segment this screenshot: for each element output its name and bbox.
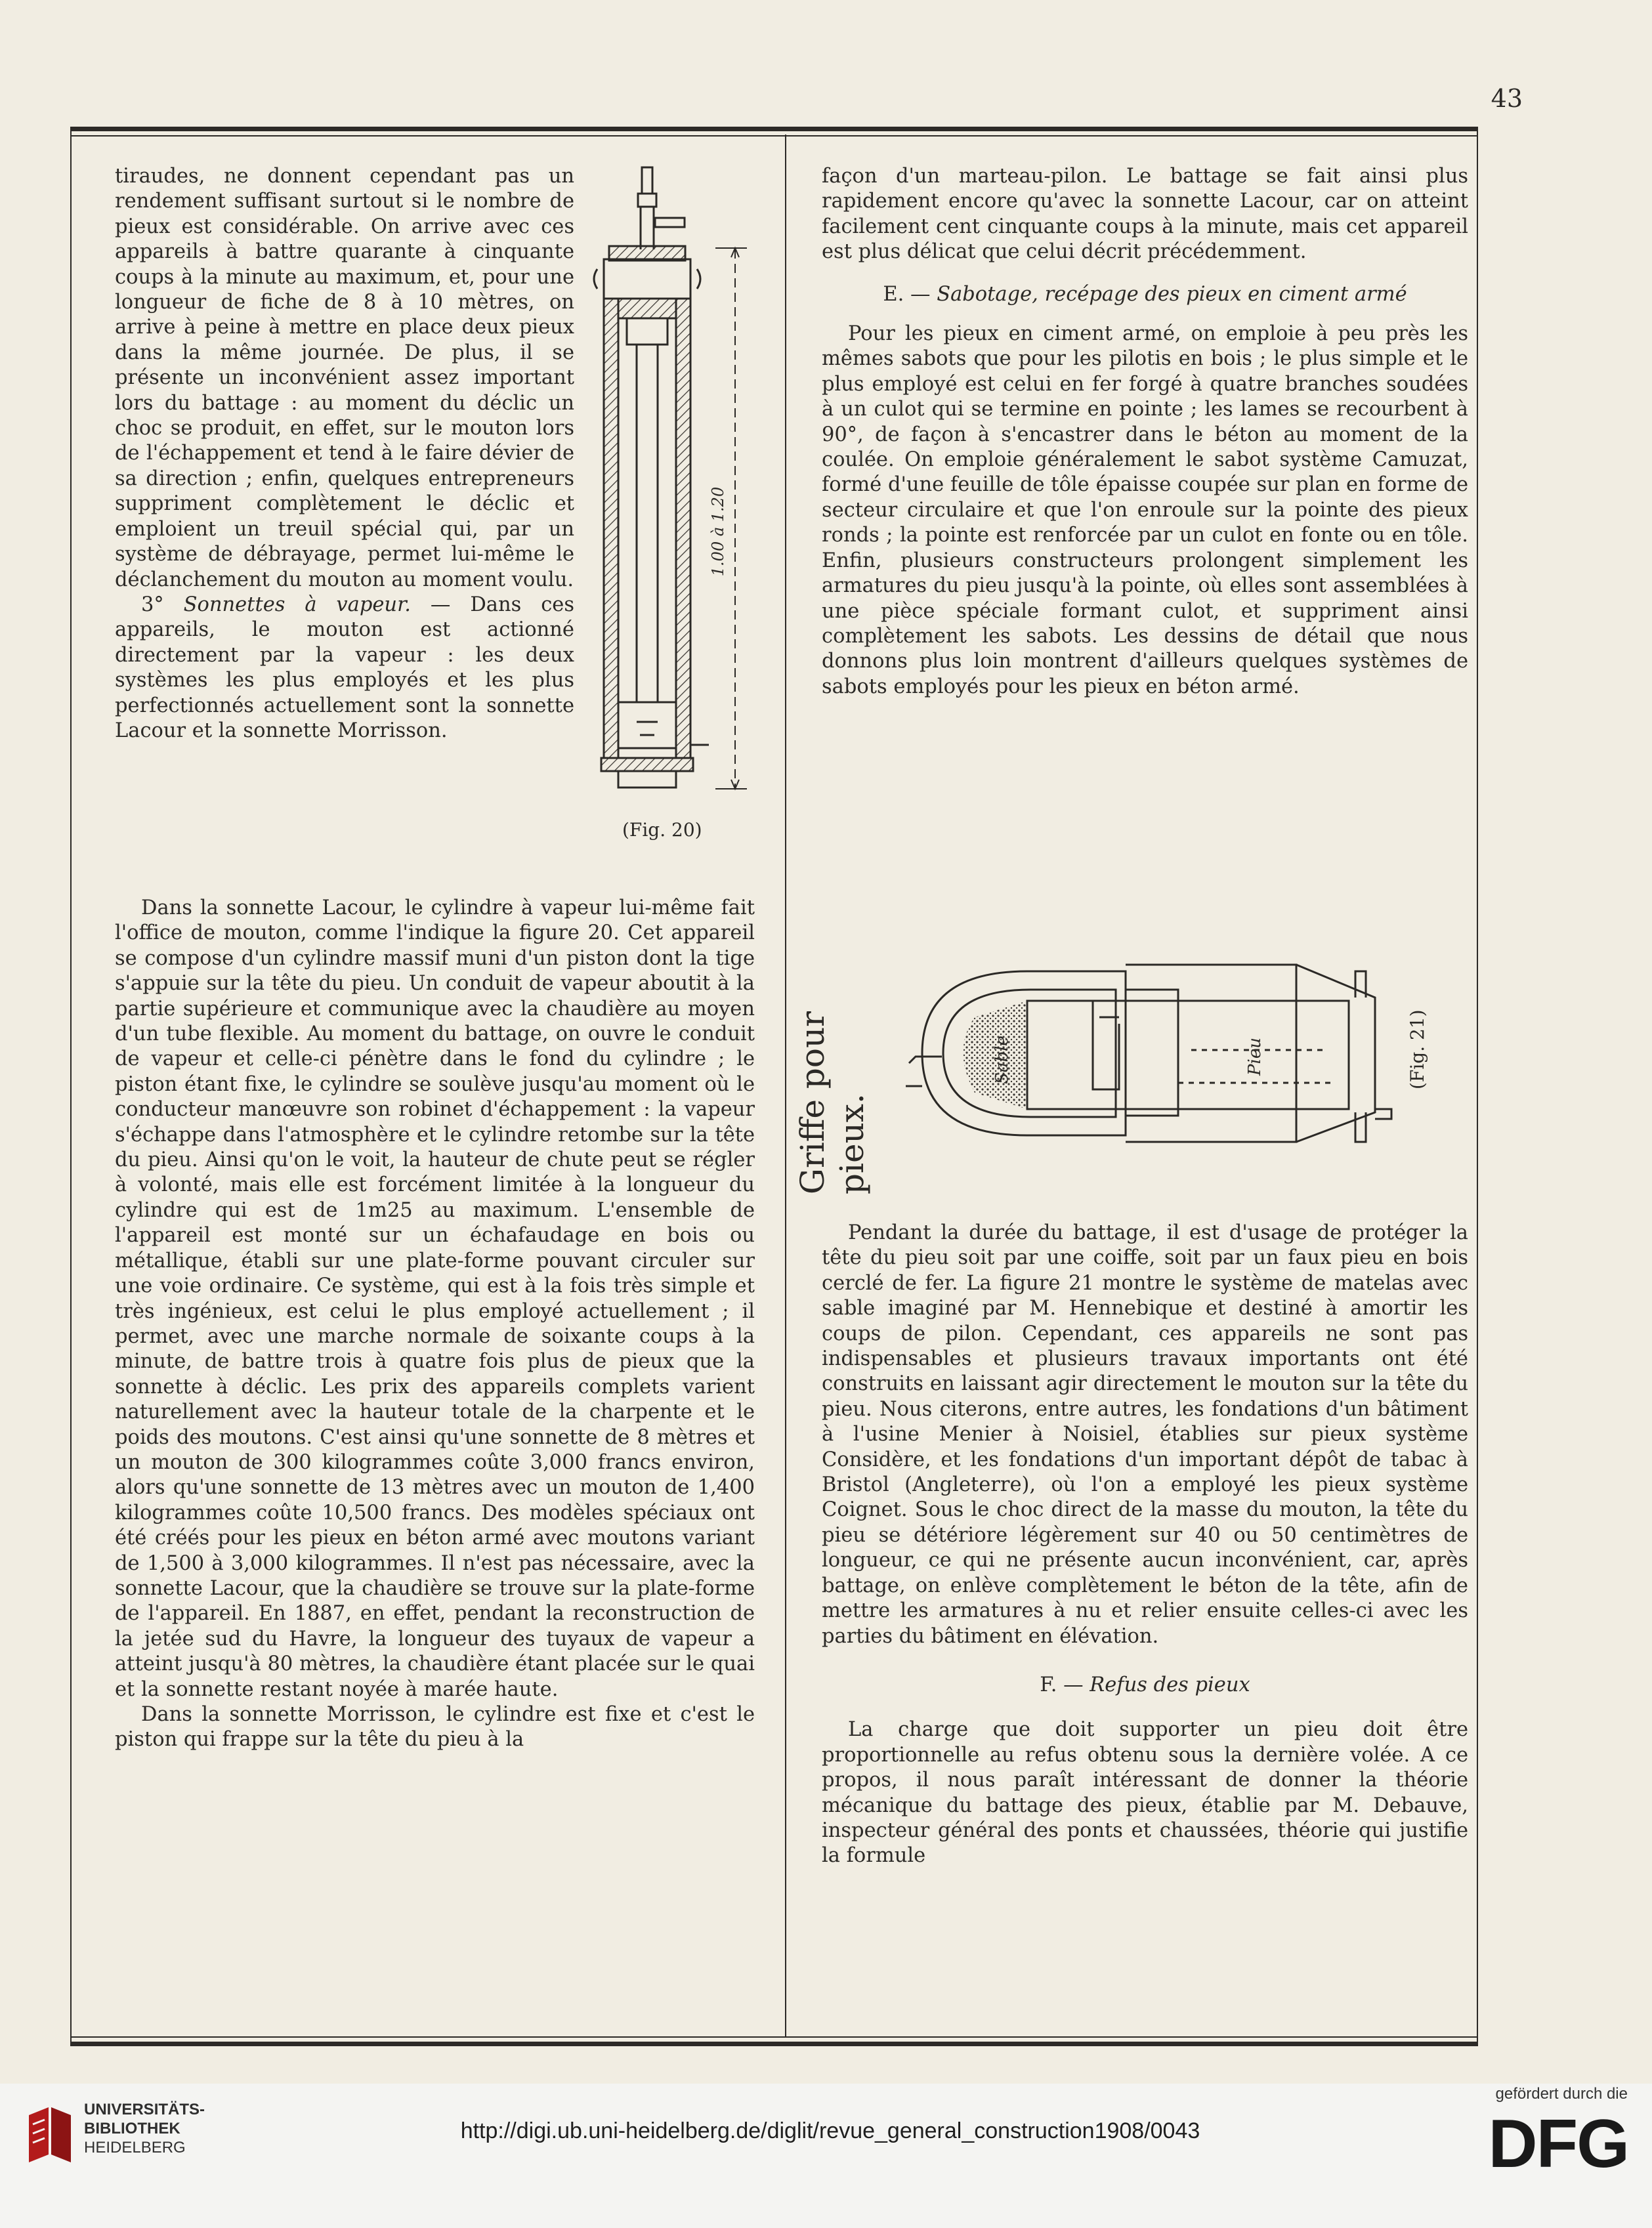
paragraph-text: — Dans ces appareils, le mouton est actionné directement par la vapeur : les deux systèmes les plus employés et les plus perfectionnés actuellement sont la sonnette Lacour et la sonnette Morrisson. <box>115 593 574 742</box>
paragraph-sonnette-morrisson: Dans la sonnette Morrisson, le cylindre est fixe et c'est le piston qui frappe sur la tête du pieu à la <box>115 1703 755 1752</box>
dfg-logo-icon <box>1461 2103 1632 2175</box>
university-library-logo-icon <box>22 2102 77 2164</box>
heading-section-e-letter: E. — <box>883 282 937 306</box>
library-line-1: UNIVERSITÄTS- <box>84 2101 205 2118</box>
figure-21-title: Griffe pour pieux. <box>794 1011 871 1194</box>
left-column-bottom <box>115 896 755 1753</box>
paragraph-sabots: Pour les pieux en ciment armé, on emploie à peu près les mêmes sabots que pour les pilotis en bois ; le plus simple et le plus employé est celui en fer forgé à quatre branches soudées à un culot qui se termine en pointe ; les lames se recourbent à 90°, de façon à s'encastrer dans le béton au moment de la coulée. On emploie généralement le sabot système Camuzat, formé d'une feuille de tôle épaisse coupée sur plan en forme de secteur circulaire et que l'on enroule sur la pointe des pieux ronds ; la pointe est renforcée par un culot en fonte ou en tôle. Enfin, plusieurs constructeurs prolongent simplement les armatures du pieu jusqu'à la pointe, où elles sont assemblées à une pièce spéciale formant culot, et suppriment ainsi complètement les sabots. Les dessins de détail que nous donnons plus loin montrent d'ailleurs quelques systèmes de sabots employés pour les pieux en béton armé. <box>822 322 1468 698</box>
heading-section-f-letter: F. — <box>1040 1673 1090 1696</box>
left-column-top <box>115 164 574 744</box>
paragraph-protection-tete: Pendant la durée du battage, il est d'usage de protéger la tête du pieu soit par une coiffe, soit par un faux pieu en bois cerclé de fer. La figure 21 montre le système de matelas avec sable imaginé par M. Hennebique et destiné à amortir les coups de pilon. Cependant, ces appareils ne sont pas indispensables et plusieurs travaux importants ont été construits en laissant agir directement le mouton sur la tête du pieu. Nous citerons, entre autres, les fondations d'un bâtiment à l'usine Menier à Noisiel, établies sur pieux système Considère, et les fondations d'un important dépôt de tabac à Bristol (Angleterre), où l'on a employé les pieux système Coignet. Sous le choc direct de la masse du mouton, la tête du pieu se détériore légèrement sur 40 ou 50 centimètres de longueur, ce qui ne présente aucun inconvénient, car, après battage, on enlève complètement le béton de la tête, afin de mettre les armatures à nu et relier ensuite celles-ci avec les parties du bâtiment en élévation. <box>822 1221 1468 1648</box>
numbering: 3° <box>141 593 184 616</box>
footer-bar <box>0 2084 1652 2228</box>
library-line-3: HEIDELBERG <box>84 2139 186 2156</box>
paragraph-sonnette-lacour: Dans la sonnette Lacour, le cylindre à vapeur lui-même fait l'office de mouton, comme l'indique la figure 20. Cet appareil se compose d'un cylindre massif muni d'un piston dont la tige s'appuie sur la tête du pieu. Un conduit de vapeur aboutit à la partie supérieure et communique avec la chaudière au moyen d'un tube flexible. Au moment du battage, on ouvre le conduit de vapeur et celle-ci pénètre dans le fond du cylindre ; le piston étant fixe, le cylindre se soulève jusqu'au moment où le conducteur manœuvre son robinet d'échappement : la vapeur s'échappe dans l'atmosphère et le cylindre retombe sur la tête du pieu. Ainsi qu'on le voit, la hauteur de chute peut se régler à volonté, mais elle est forcément limitée à la longueur du cylindre qui est de 1m25 au maximum. L'ensemble de l'appareil est monté sur un échafaudage en bois ou métallique, établi sur une plate-forme pouvant circuler sur une voie ordinaire. Ce système, qui est à la fois très simple et très ingénieux, est celui le plus employé actuellement ; il permet, avec une marche normale de soixante coups à la minute, de battre trois à quatre fois plus de pieux que la sonnette à déclic. Les prix des appareils complets varient naturellement avec la hauteur totale de la charpente et le poids des moutons. C'est ainsi qu'une sonnette de 8 mètres et un mouton de 300 kilogrammes coûte 3,000 francs environ, alors qu'une sonnette de 13 mètres avec un mouton de 1,400 kilogrammes coûte 10,500 francs. Des modèles spéciaux ont été créés pour les pieux en béton armé avec moutons variant de 1,500 à 3,000 kilogrammes. Il n'est pas nécessaire, avec la sonnette Lacour, que la chaudière se trouve sur la plate-forme de l'appareil. En 1887, en effet, pendant la reconstruction de la jetée sud du Havre, la longueur des tuyaux de vapeur a atteint jusqu'à 80 mètres, la chaudière étant placée sur le quai et la sonnette restant noyée à marée haute. <box>115 896 755 1701</box>
figure-20-caption: (Fig. 20) <box>622 819 702 841</box>
document-url-link[interactable]: http://digi.ub.uni-heidelberg.de/diglit/revue_general_construction1908/0043 <box>460 2118 1200 2143</box>
library-line-2: BIBLIOTHEK <box>84 2120 180 2137</box>
figure-21-caption: (Fig. 21) <box>1407 1009 1428 1089</box>
column-divider <box>785 135 786 2038</box>
figure-21-label-pile: Pieu <box>1245 1038 1265 1076</box>
figure-20-steam-hammer <box>578 158 755 820</box>
figure-21-label-sand: Sable <box>992 1036 1012 1084</box>
heading-section-e <box>822 282 1468 307</box>
right-column-top <box>822 164 1468 700</box>
university-library-name <box>84 2100 205 2157</box>
paragraph-sonnettes-vapeur <box>115 593 574 744</box>
page-number: 43 <box>1491 84 1523 113</box>
funded-by-label: gefördert durch die <box>1495 2085 1628 2103</box>
subheading-sonnettes-vapeur: Sonnettes à vapeur. <box>183 593 411 616</box>
heading-section-e-title: Sabotage, recépage des pieux en ciment armé <box>937 282 1407 306</box>
right-column-bottom <box>822 1221 1468 1869</box>
figure-20-dimension: 1.00 à 1.20 <box>709 486 727 577</box>
heading-section-f <box>822 1673 1468 1698</box>
heading-section-f-title: Refus des pieux <box>1090 1673 1250 1696</box>
paragraph-tiraudes: tiraudes, ne donnent cependant pas un rendement suffisant surtout si le nombre de pieux est considérable. On arrive avec ces appareils à battre quarante à cinquante coups à la minute au maximum, et, pour une longueur de fiche de 8 à 10 mètres, on arrive à peine à mettre en place deux pieux dans la même journée. De plus, il se présente un inconvénient assez important lors du battage : au moment du déclic un choc se produit, en effet, sur le mouton lors de l'échappement et tend à le faire dévier de sa direction ; enfin, quelques entrepreneurs suppriment complètement le déclic et emploient un treuil spécial qui, par un système de débrayage, permet lui-même le déclanchement du mouton au moment voulu. <box>115 165 574 591</box>
paragraph-refus: La charge que doit supporter un pieu doit être proportionnelle au refus obtenu sous la dernière volée. A ce propos, il nous paraît intéressant de donner la théorie mécanique du battage des pieux, établie par M. Debauve, inspecteur général des ponts et chaussées, théorie qui justifie la formule <box>822 1718 1468 1868</box>
figure-21-pile-cap <box>902 952 1447 1155</box>
dfg-logo-text: DFG <box>1488 2106 1628 2175</box>
paragraph-marteau-pilon: façon d'un marteau-pilon. Le battage se fait ainsi plus rapidement encore qu'avec la sonnette Lacour, car on atteint facilement cent cinquante coups à la minute, mais cet appareil est plus délicat que celui décrit précédemment. <box>822 165 1468 264</box>
